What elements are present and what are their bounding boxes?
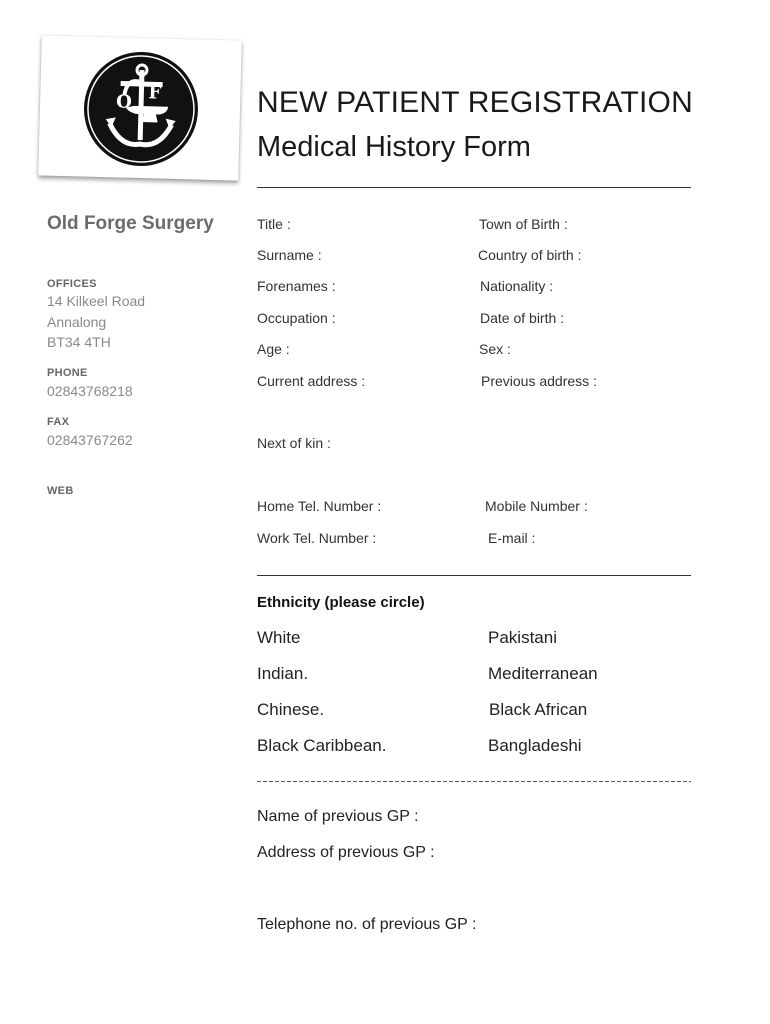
field-sex: Sex : <box>479 341 511 357</box>
field-mobile: Mobile Number : <box>485 498 588 514</box>
ethnicity-option[interactable]: White <box>257 628 301 647</box>
ethnicity-option[interactable]: Mediterranean <box>488 664 598 683</box>
logo-card <box>38 35 242 180</box>
ethnicity-heading: Ethnicity (please circle) <box>257 594 425 611</box>
field-previous-gp-address: Address of previous GP : <box>257 844 435 861</box>
svg-text:O: O <box>115 91 133 113</box>
field-home-tel: Home Tel. Number : <box>257 498 382 514</box>
field-occupation: Occupation : <box>257 310 336 326</box>
field-date-of-birth: Date of birth : <box>480 310 565 326</box>
org-name: Old Forge Surgery <box>47 213 214 234</box>
field-title: Title : <box>257 216 291 232</box>
phone-number: 02843768218 <box>47 383 133 399</box>
field-previous-gp-telephone: Telephone no. of previous GP : <box>257 916 477 933</box>
ethnicity-option[interactable]: Black African <box>489 700 588 719</box>
field-town-of-birth: Town of Birth : <box>479 216 568 232</box>
page-title: NEW PATIENT REGISTRATION <box>257 86 693 119</box>
field-next-of-kin: Next of kin : <box>257 435 331 451</box>
ethnicity-option[interactable]: Indian. <box>257 664 309 683</box>
address-line-3: BT34 4TH <box>47 334 111 350</box>
anchor-anvil-logo-icon <box>80 49 201 170</box>
page-subtitle: Medical History Form <box>257 131 531 163</box>
field-nationality: Nationality : <box>480 278 554 294</box>
ethnicity-option[interactable]: Pakistani <box>488 628 557 647</box>
field-previous-gp-name: Name of previous GP : <box>257 808 419 825</box>
section-divider <box>257 575 691 576</box>
field-work-tel: Work Tel. Number : <box>257 530 377 546</box>
field-current-address: Current address : <box>257 373 366 389</box>
ethnicity-option[interactable]: Bangladeshi <box>488 736 582 755</box>
field-previous-address: Previous address : <box>481 373 597 389</box>
address-line-2: Annalong <box>47 314 107 330</box>
header-divider <box>257 187 691 188</box>
address-line-1: 14 Kilkeel Road <box>47 293 146 309</box>
fax-label: FAX <box>47 416 70 428</box>
field-age: Age : <box>257 341 290 357</box>
fax-number: 02843767262 <box>47 432 133 448</box>
svg-text:F: F <box>148 82 162 104</box>
ethnicity-option[interactable]: Chinese. <box>257 700 325 719</box>
field-forenames: Forenames : <box>257 278 336 294</box>
ethnicity-option[interactable]: Black Caribbean. <box>257 736 387 755</box>
dashed-divider <box>257 781 691 782</box>
field-country-of-birth: Country of birth : <box>478 247 582 263</box>
field-email: E-mail : <box>488 530 536 546</box>
web-label: WEB <box>47 485 74 497</box>
field-surname: Surname : <box>257 247 322 263</box>
offices-label: OFFICES <box>47 278 97 290</box>
phone-label: PHONE <box>47 367 88 379</box>
